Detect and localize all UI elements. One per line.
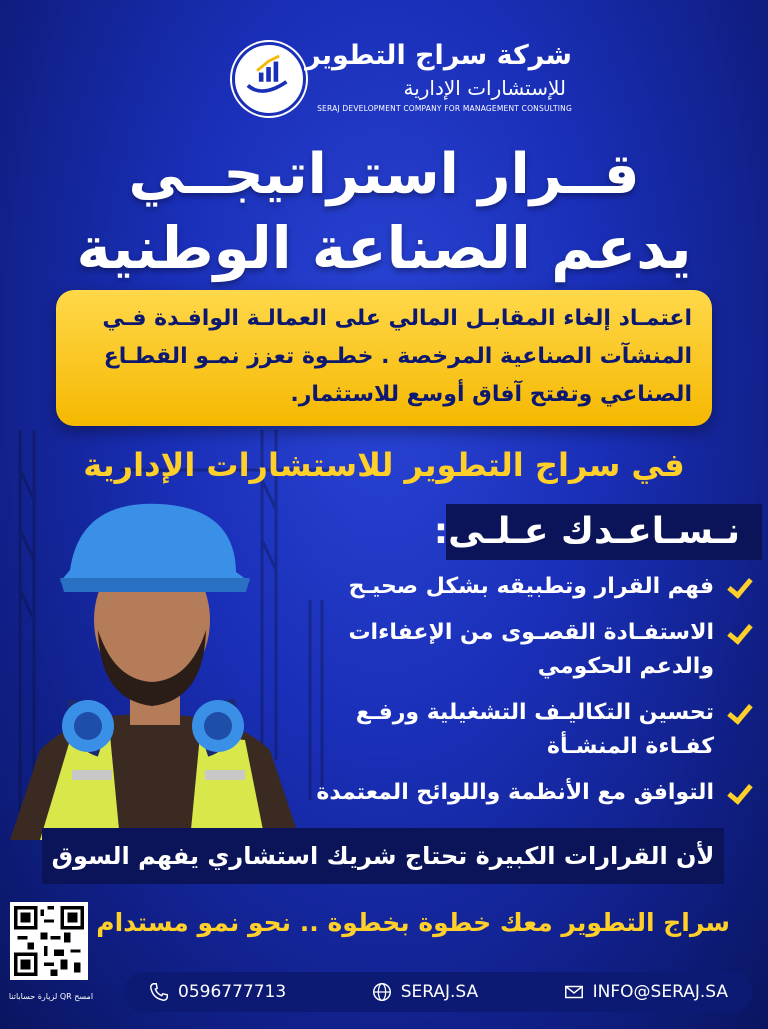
list-item — [314, 570, 754, 604]
brand-name-english: SERAJ DEVELOPMENT COMPANY FOR MANAGEMENT CONSULTING — [317, 104, 572, 113]
subheading: في سراج التطوير للاستشارات الإدارية — [83, 446, 685, 484]
logo-emblem — [232, 42, 306, 116]
mail-icon — [563, 981, 585, 1003]
list-item — [314, 776, 754, 810]
service-text: الاستفـادة القصـوى من الإعفاءات والدعم الحكومي — [348, 620, 714, 679]
website-url: SERAJ.SA — [400, 982, 479, 1002]
contact-bar — [124, 972, 752, 1012]
website-contact[interactable] — [371, 981, 478, 1003]
phone-icon — [148, 981, 170, 1003]
worker-illustration — [0, 500, 320, 840]
email-address: INFO@SERAJ.SA — [592, 982, 728, 1002]
bottom-banner: لأن القرارات الكبيرة تحتاج شريك استشاري يفهم السوق — [42, 828, 724, 884]
announcement-line: اعتمـاد إلغاء المقابـل المالي على العمالـة الوافـدة فـي — [102, 306, 692, 331]
headline-line-2: يدعم الصناعة الوطنية — [76, 214, 692, 282]
list-item — [314, 616, 754, 684]
brand-name: شركة سراج التطوير — [305, 40, 572, 71]
announcement-line: المنشآت الصناعية المرخصة . خطـوة تعزز نمـو القطـاع — [103, 344, 692, 369]
email-contact[interactable] — [563, 981, 728, 1003]
help-label: نـسـاعـدك عـلـى: — [446, 504, 762, 560]
check-icon — [724, 618, 754, 648]
services-list — [314, 570, 754, 822]
qr-caption: امسح QR لزيارة حساباتنا — [8, 992, 94, 1001]
qr-code[interactable] — [10, 902, 88, 980]
list-item — [314, 696, 754, 764]
growth-hand-icon — [235, 45, 303, 113]
service-text: تحسين التكاليـف التشغيلية ورفـع كفـاءة المنشـأة — [355, 700, 714, 759]
service-text: التوافق مع الأنظمة واللوائح المعتمدة — [316, 780, 714, 805]
service-text: فهم القرار وتطبيقه بشكل صحيـح — [348, 574, 714, 599]
company-logo — [232, 38, 572, 118]
announcement-box — [56, 290, 712, 426]
headline-line-1: قــرار استراتيجــي — [128, 142, 640, 207]
phone-contact[interactable] — [148, 981, 286, 1003]
phone-number: 0596777713 — [178, 982, 287, 1002]
check-icon — [724, 778, 754, 808]
check-icon — [724, 698, 754, 728]
brand-subtitle: للإستشارات الإدارية — [403, 76, 566, 100]
globe-icon — [371, 981, 393, 1003]
check-icon — [724, 572, 754, 602]
slogan: سراج التطوير معك خطوة بخطوة .. نحو نمو مستدام — [96, 908, 730, 937]
announcement-line: الصناعي وتفتح آفاق أوسع للاستثمار. — [290, 382, 692, 407]
qr-code-icon — [14, 906, 84, 976]
